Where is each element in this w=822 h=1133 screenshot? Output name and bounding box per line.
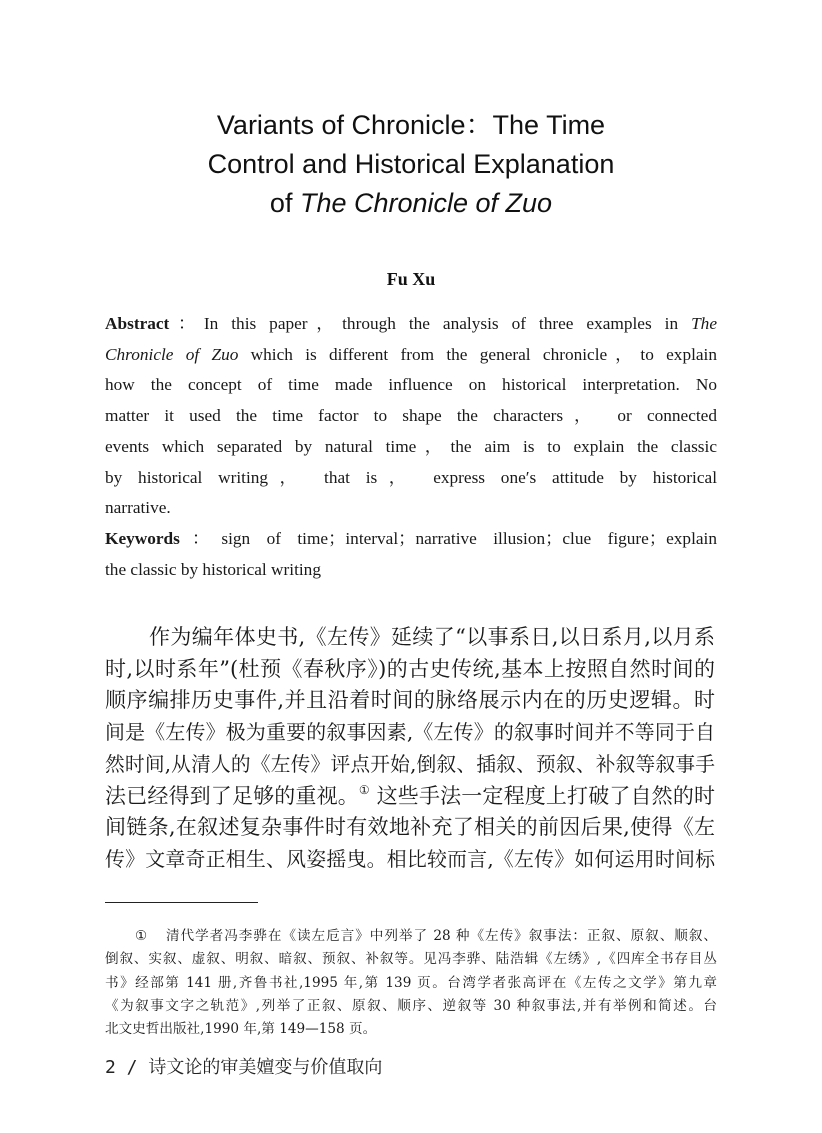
author-name: Fu Xu (386, 269, 436, 289)
abstract-line: narrative. (105, 498, 171, 518)
footnote-reference[interactable]: ① (358, 782, 370, 797)
body-text-segment: 法已经得到了足够的重视。 (105, 783, 359, 808)
abstract-label-separator: ： (169, 314, 204, 333)
title-line-1: Variants of Chronicle：The Time (216, 110, 606, 140)
abstract-italic-text: The (691, 314, 717, 333)
body-paragraph (105, 622, 715, 876)
abstract-line: events which separated by natural time，the aim is to explain the classic (105, 436, 717, 456)
footnote (105, 925, 717, 1041)
title-line-3-prefix: of (269, 188, 300, 218)
footnote-line: 倒叙、实叙、虚叙、明叙、暗叙、预叙、补叙等。见冯李骅、陆浩辑《左绣》,《四库全书存目丛 (105, 951, 717, 968)
paper-title (100, 106, 722, 223)
footnote-line: 北文史哲出版社,1990 年,第 149—158 页。 (105, 1021, 377, 1038)
page-footer (105, 1056, 382, 1080)
abstract-line: how the concept of time made influence on historical interpretation. No (105, 375, 717, 395)
abstract-italic-text: Chronicle of Zuo (105, 344, 239, 364)
body-line: 间链条,在叙述复杂事件时有效地补充了相关的前因后果,使得《左 (105, 815, 715, 840)
title-work-name: The Chronicle of Zuo (299, 188, 553, 218)
footnote-line: 《为叙事文字之轨范》,列举了正叙、原叙、顺序、逆叙等 30 种叙事法,并有举例和简述。台 (105, 997, 717, 1014)
keywords-line: the classic by historical writing (105, 559, 321, 579)
footnote-divider (105, 902, 258, 903)
keywords-text: sign of time；interval；narrative illusion；clue figure；explain (221, 528, 717, 548)
abstract-line (105, 340, 717, 371)
keywords-line (105, 524, 717, 555)
body-line: 时,以时系年”(杜预《春秋序》)的古史传统,基本上按照自然时间的 (105, 656, 715, 681)
abstract-text: In this paper，through the analysis of three examples in (203, 314, 692, 333)
keywords-label-separator: ： (179, 528, 222, 548)
body-line: 间是《左传》极为重要的叙事因素,《左传》的叙事时间并不等同于自 (105, 721, 715, 745)
page-number: 2 (105, 1057, 116, 1078)
abstract-text: which is different from the general chronicle，to explain (238, 344, 717, 364)
title-line-2: Control and Historical Explanation (207, 149, 615, 179)
footnote-marker: ① (135, 928, 148, 944)
abstract-section (105, 309, 717, 585)
footnote-line (105, 925, 717, 948)
abstract-line: by historical writing， that is， express one′s attitude by historical (105, 467, 717, 487)
footer-separator: / (115, 1057, 149, 1078)
abstract-label: Abstract (105, 314, 170, 333)
body-text-segment: 这些手法一定程度上打破了自然的时 (369, 783, 715, 808)
body-line (105, 781, 715, 813)
running-title: 诗文论的审美嬗变与价值取向 (148, 1057, 383, 1078)
footnote-text: 清代学者冯李骅在《读左卮言》中列举了 28 种《左传》叙事法：正叙、原叙、顺叙、 (165, 928, 717, 944)
footnote-line: 书》经部第 141 册,齐鲁书社,1995 年,第 139 页。台湾学者张高评在《左传之文学》第九章 (105, 974, 717, 991)
body-line: 作为编年体史书,《左传》延续了“以事系日,以日系月,以月系 (149, 625, 715, 649)
body-line: 然时间,从清人的《左传》评点开始,倒叙、插叙、预叙、补叙等叙事手 (105, 752, 715, 776)
body-line: 传》文章奇正相生、风姿摇曳。相比较而言,《左传》如何运用时间标 (105, 847, 715, 871)
keywords-label: Keywords (105, 528, 180, 548)
abstract-line: matter it used the time factor to shape the characters， or connected (105, 406, 717, 426)
title-line-3 (100, 184, 722, 223)
abstract-line (105, 309, 717, 340)
body-line: 顺序编排历史事件,并且沿着时间的脉络展示内在的历史逻辑。时 (105, 688, 715, 713)
